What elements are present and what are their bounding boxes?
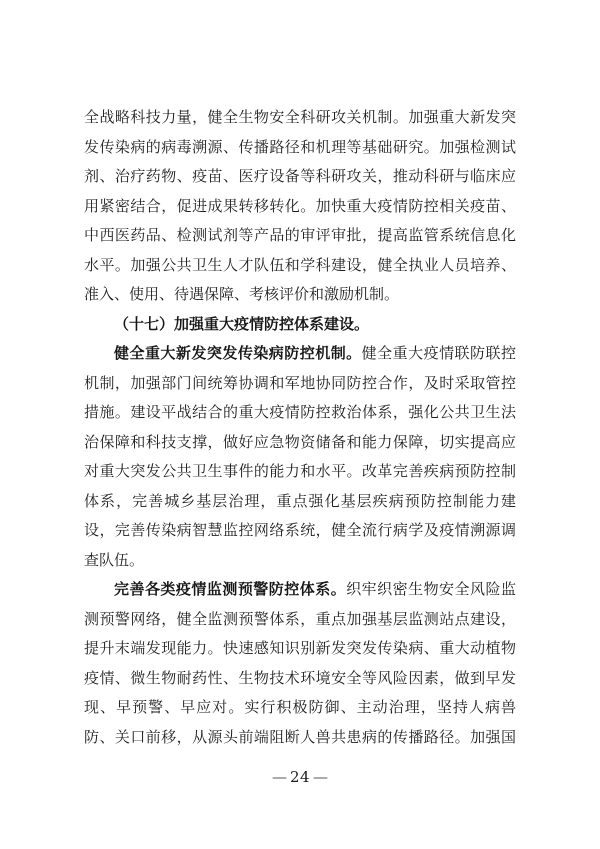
body-line: 现、早预警、早应对。实行积极防御、主动治理，坚持人病兽 xyxy=(84,698,516,716)
paragraph-lead-bold: 完善各类疫情监测预警防控体系。 xyxy=(114,580,347,598)
body-line: 查队伍。 xyxy=(84,550,145,569)
footer-dash-left: — xyxy=(271,768,287,786)
body-line: 水平。加强公共卫生人才队伍和学科建设，健全执业人员培养、 xyxy=(84,255,516,274)
body-line: 体系，完善城乡基层治理，重点强化基层疾病预防控制能力建 xyxy=(84,491,516,510)
body-line: 发传染病的病毒溯源、传播路径和机理等基础研究。加强检测试 xyxy=(84,137,516,156)
body-line: 机制，加强部门间统筹协调和军地协同防控合作，及时采取管控 xyxy=(84,373,516,392)
body-line: 对重大突发公共卫生事件的能力和水平。改革完善疾病预防控制 xyxy=(84,462,516,480)
body-line: 剂、治疗药物、疫苗、医疗设备等科研攻关，推动科研与临床应 xyxy=(84,167,516,185)
body-line: 全战略科技力量，健全生物安全科研攻关机制。加强重大新发突 xyxy=(84,108,516,126)
body-line: 准入、使用、待遇保障、考核评价和激励机制。 xyxy=(84,285,400,303)
body-line: 治保障和科技支撑，做好应急物资储备和能力保障，切实提高应 xyxy=(84,432,516,451)
page-number: 24 xyxy=(289,768,311,786)
body-line: 防、关口前移，从源头前端阻断人兽共患病的传播路径。加强国 xyxy=(84,727,516,746)
body-line: 用紧密结合，促进成果转移转化。加快重大疫情防控相关疫苗、 xyxy=(84,196,516,215)
body-line: 设，完善传染病智慧监控网络系统，健全流行病学及疫情溯源调 xyxy=(84,521,516,539)
paragraph-science-research-continuation xyxy=(84,103,516,310)
document-body xyxy=(84,103,516,752)
page-footer xyxy=(0,763,600,791)
body-line xyxy=(84,575,516,605)
body-line: 疫情、微生物耐药性、生物技术环境安全等风险因素，做到早发 xyxy=(84,668,516,687)
body-line: 测预警网络，健全监测预警体系，重点加强基层监测站点建设， xyxy=(84,609,516,628)
footer-dash-right: — xyxy=(313,768,329,786)
section-heading-17: （十七）加强重大疫情防控体系建设。 xyxy=(114,314,370,333)
body-line: 提升末端发现能力。快速感知识别新发突发传染病、重大动植物 xyxy=(84,639,516,657)
paragraph-monitoring-warning-system xyxy=(84,575,516,752)
paragraph-lead-bold: 健全重大新发突发传染病防控机制。 xyxy=(114,344,362,362)
paragraph-epidemic-prevention-mechanism xyxy=(84,339,516,575)
body-line xyxy=(84,339,516,369)
body-line: 措施。建设平战结合的重大疫情防控救治体系，强化公共卫生法 xyxy=(84,403,516,421)
paragraph-lead-rest: 织牢织密生物安全风险监 xyxy=(346,580,516,598)
paragraph-lead-rest: 健全重大疫情联防联控 xyxy=(361,344,516,362)
body-line: 中西医药品、检测试剂等产品的审评审批，提高监管系统信息化 xyxy=(84,226,516,244)
